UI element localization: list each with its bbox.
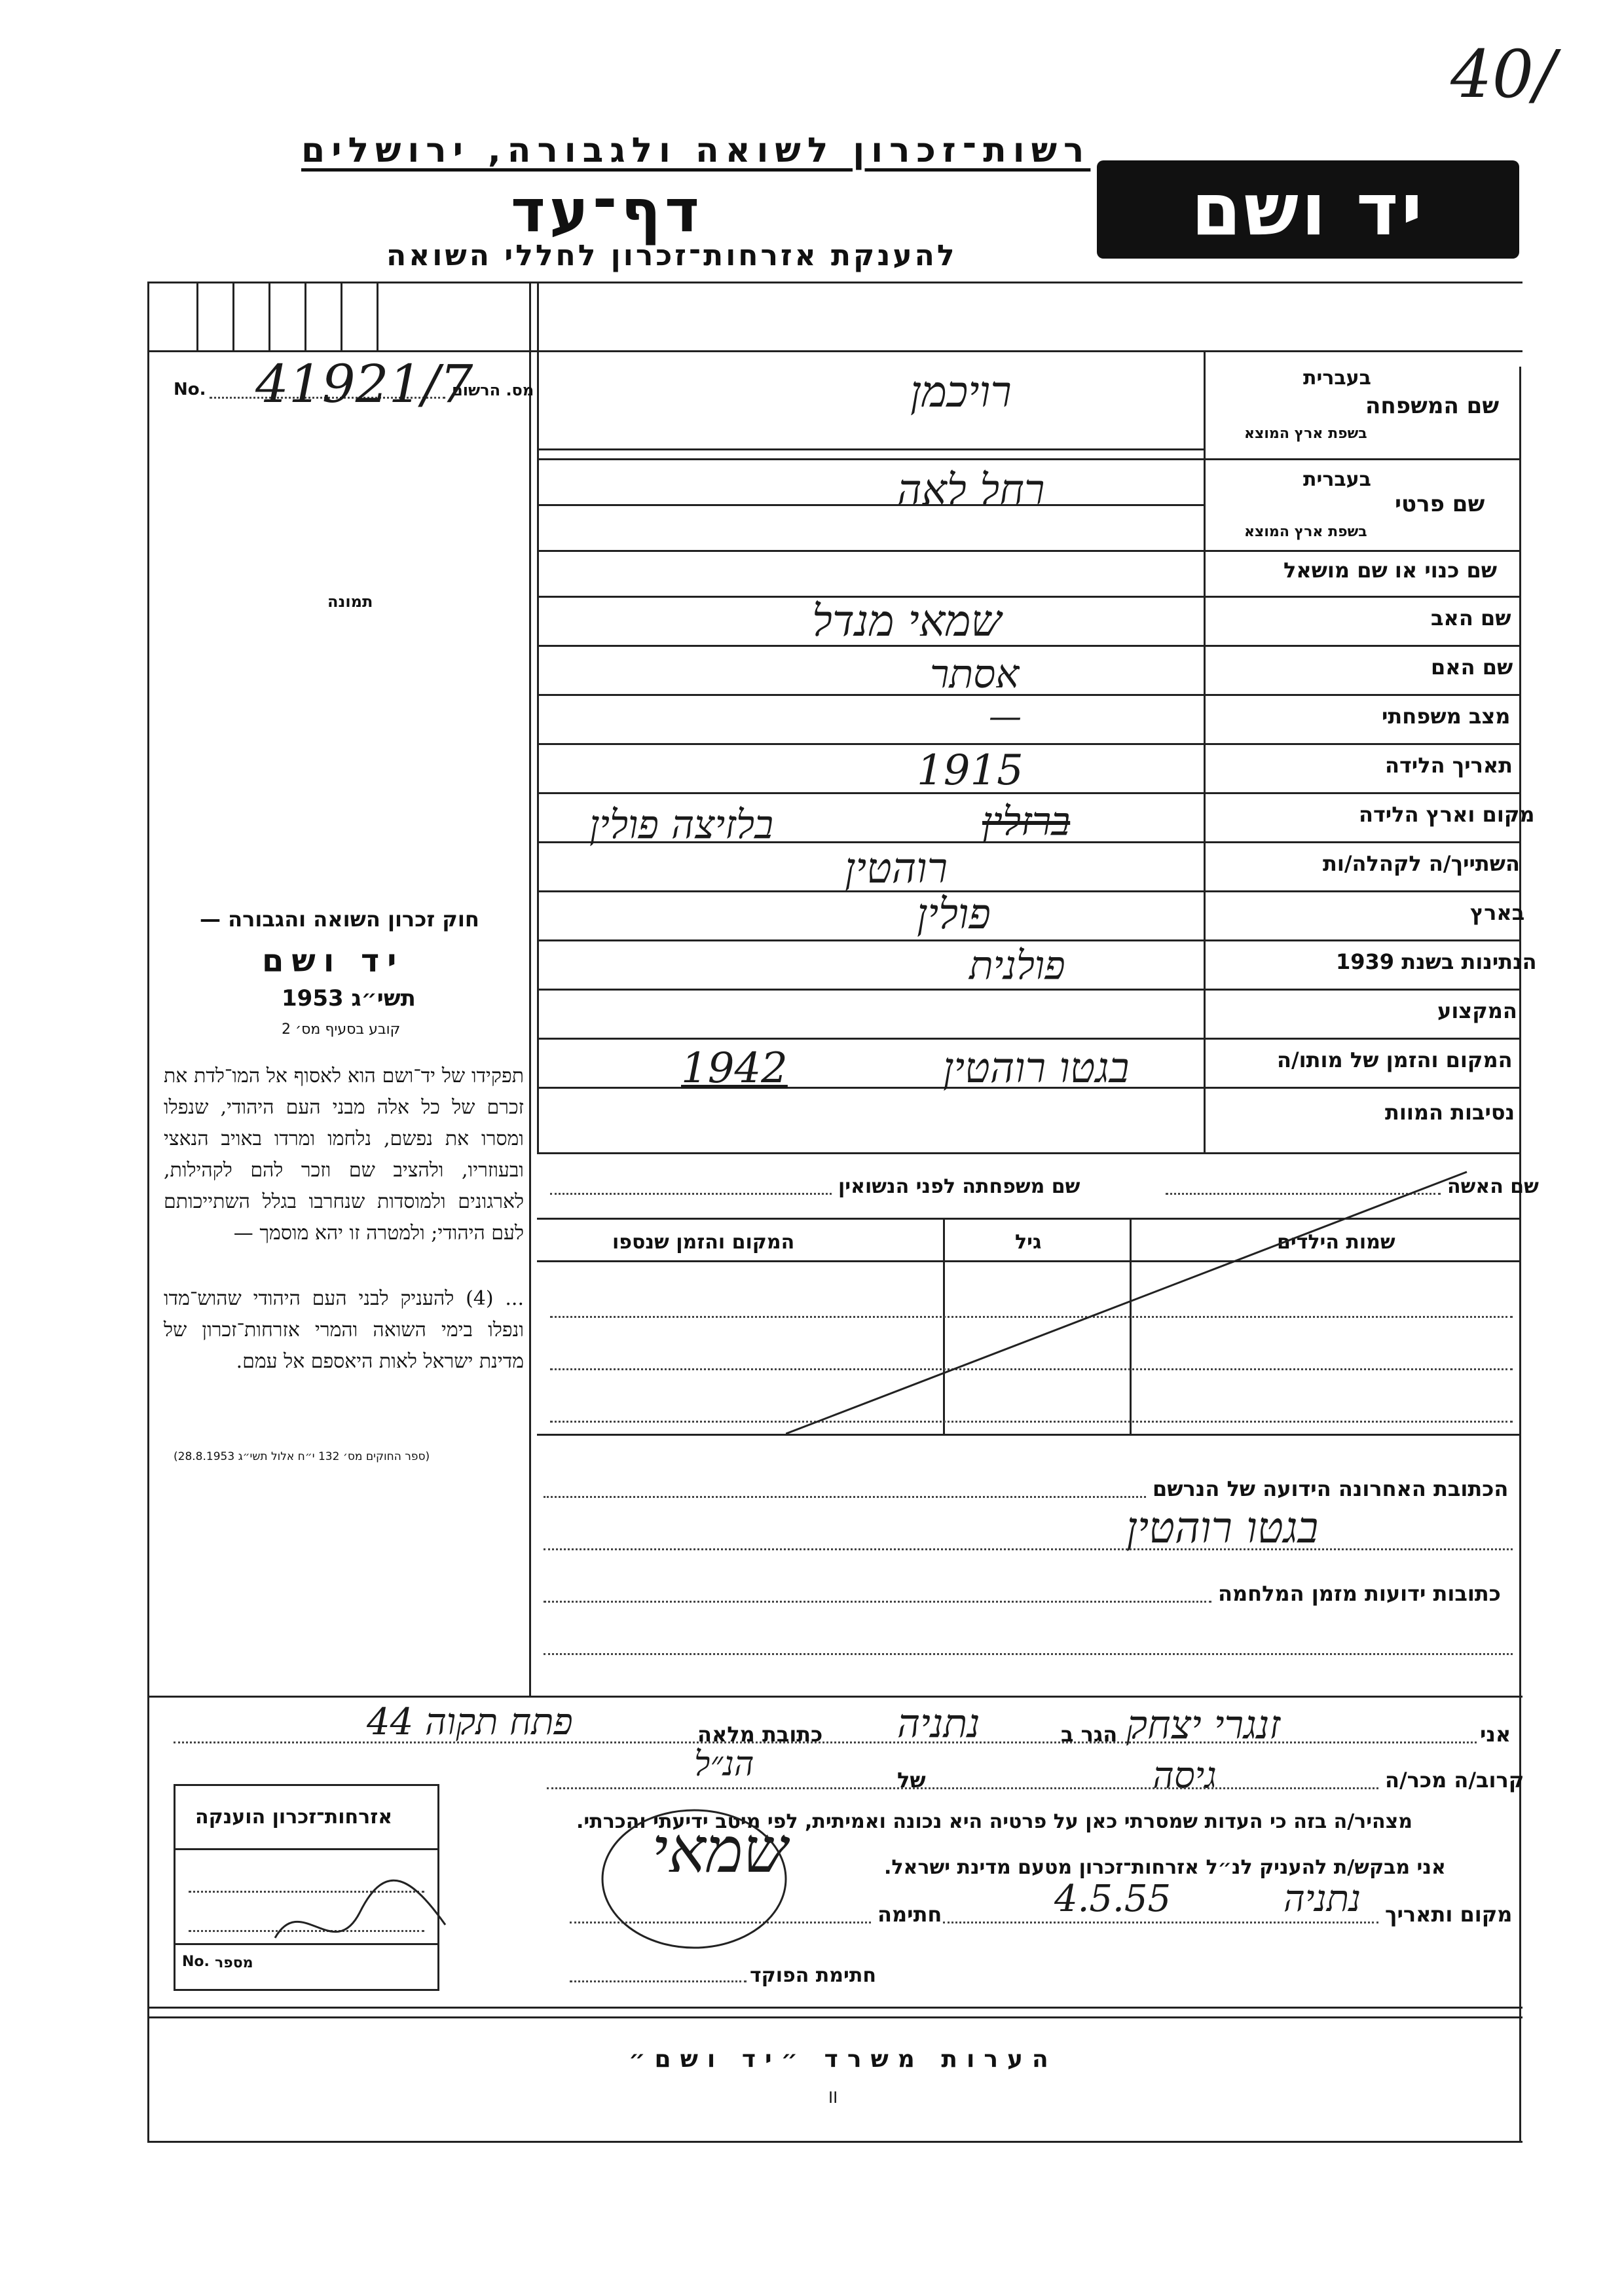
law-name: יד ושם [262, 943, 405, 979]
place-date-label: מקום ותאריך [1385, 1902, 1513, 1927]
grid-divider [341, 282, 342, 350]
row-divider [537, 939, 1519, 941]
origin-lang-label-family: בשפת ארץ המוצא [1244, 426, 1367, 442]
birth-place-label: מקום וארץ הלידה [1359, 802, 1535, 827]
dotted-line [547, 1787, 1378, 1789]
country-label: בארץ [1470, 900, 1525, 925]
officer-signature-label: חתימת הפוקד [750, 1964, 876, 1987]
grid-divider [304, 282, 306, 350]
declaration-statement: מצהיר/ה בזה כי העדות שמסרתי כאן על פרטיה היא נכונה ואמיתית, לפי מיטב ידיעתי והכרתי. [576, 1810, 1412, 1833]
signature-scribble [589, 1800, 812, 1964]
inner-divider [537, 282, 539, 1152]
authority-title: רשות־זכרון לשואה ולגבורה, ירושלים [301, 131, 1091, 170]
row-divider [537, 504, 1205, 506]
yad-vashem-logo [1097, 160, 1519, 259]
relative-value: גיסה [1153, 1755, 1217, 1797]
mother-value: אסתר [930, 651, 1020, 697]
row-divider [537, 694, 1519, 696]
form-top-border [147, 282, 1522, 283]
dotted-line [570, 1980, 747, 1982]
form-bottom-border [147, 2141, 1522, 2143]
citizenship-box-title: אזרחות־זכרון הוענקה [195, 1806, 393, 1829]
law-heading: חוק זכרון השואה והגבורה — [200, 907, 479, 932]
father-label: שם האב [1431, 606, 1511, 630]
strike-through-line [786, 1165, 1473, 1440]
community-value: רוהטין [845, 845, 948, 893]
law-year: תשי״ג 1953 [282, 985, 416, 1011]
first-name-value: רחל לאה [897, 466, 1045, 515]
hebrew-label-family: בעברית [1303, 367, 1371, 390]
origin-lang-label-first: בשפת ארץ המוצא [1244, 524, 1367, 540]
row-divider [537, 550, 1519, 552]
full-address-label: כתובת מלאה [697, 1722, 823, 1747]
marital-label: מצב משפחתי [1382, 704, 1511, 729]
citizenship-value: פולנית [969, 943, 1065, 989]
family-name-value: רויכמן [910, 367, 1012, 417]
mother-label: שם האם [1431, 655, 1513, 680]
col-place-header: המקום והזמן שנספו [612, 1231, 795, 1254]
of-label: של [897, 1768, 926, 1793]
resides-value: נתניה [897, 1701, 980, 1747]
grid-divider [196, 282, 198, 350]
officer-signature-scribble [262, 1866, 458, 1971]
citizenship-number-label-en: No. [182, 1954, 210, 1970]
form-left-border [147, 282, 149, 2141]
maiden-name-label: שם משפחתה לפני הנשואין [838, 1175, 1080, 1198]
birth-place-value: בלזיצה פולין [589, 802, 773, 848]
marital-value: — [989, 697, 1022, 735]
citizenship-number-label: מספר [215, 1955, 253, 1971]
logo-text: יד ושם [1190, 168, 1426, 251]
col-children-header: שמות הילדים [1277, 1231, 1395, 1254]
registration-number: 41921/7 [255, 354, 473, 414]
death-value-place: בגטו רוהטין [943, 1044, 1130, 1093]
last-address-label: הכתובת האחרונה הידועה של הנרשם [1153, 1476, 1509, 1501]
signature-label: חתימה [877, 1902, 942, 1927]
col-age-header: גיל [1015, 1231, 1042, 1254]
dotted-line [174, 1741, 1477, 1743]
dotted-line [544, 1496, 1146, 1498]
death-label: המקום והזמן של מותו/ה [1277, 1048, 1513, 1072]
profession-label: המקצוע [1437, 998, 1517, 1023]
left-column-divider [529, 282, 531, 1696]
citizenship-label: הנתינות בשנת 1939 [1336, 949, 1537, 974]
hebrew-label-first: בעברית [1303, 468, 1371, 491]
law-paragraph-1: תפקידו של יד־ושם הוא לאסוף אל המו־לדת את זכרם של כל אלה מבני העם היהודי, שנפלו ומסרו את נפשם, נלחמו ומרדו באויב הנאצי ובעוזריו, ולהציב שם וזכר להם לקהילות, לארגונים ולמוסדות שנחרבו בגלל השתייכותם לעם היהודי; ולמטרה זו יהא מוסמך — [164, 1065, 524, 1245]
form-title: דף־עד [511, 177, 703, 246]
row-divider [537, 792, 1519, 794]
last-address-value: בגטו רוהטין [1126, 1503, 1319, 1553]
full-address-value: פתח תקוה 44 [367, 1701, 573, 1743]
dotted-line [544, 1601, 1211, 1603]
wartime-address-label: כתובות ידועות מזמן המלחמה [1218, 1581, 1501, 1606]
wife-label: שם האשה [1447, 1175, 1539, 1198]
registration-label: מס. הרשום [452, 381, 534, 399]
photo-label: תמונה [327, 592, 373, 611]
first-name-label: שם פרטי [1395, 491, 1485, 517]
law-paragraph-2: ... (4) להעניק לבני העם היהודי שהוש־מדו ונפלו בימי השואה והמרי אזרחות־זכרון של מדינת ישראל לאות היאספם אל עמם. [164, 1287, 524, 1373]
i-label: אני [1480, 1722, 1511, 1747]
row-divider [537, 1152, 1519, 1154]
date-value: 4.5.55 [1054, 1878, 1172, 1920]
dotted-line [943, 1922, 1378, 1923]
row-divider [537, 1038, 1519, 1040]
birth-place-struck: ברזלין [982, 799, 1071, 845]
place-value: נתניה [1283, 1878, 1361, 1920]
grid-divider [232, 282, 234, 350]
death-circumstances-label: נסיבות המוות [1385, 1100, 1515, 1125]
row-divider [537, 448, 1205, 450]
row-divider [147, 1696, 1522, 1698]
father-value: שמאי מנדל [812, 596, 1002, 646]
row-divider [537, 596, 1519, 598]
page-mark: II [828, 2088, 838, 2107]
grid-divider [377, 282, 378, 350]
form-right-border [1519, 367, 1521, 2141]
office-notes-label: הערות משרד ״יד ושם״ [629, 2046, 1058, 2073]
declaration-request: אני מבקש/ת להעניק לנ״ל אזרחות־זכרון מטעם מדינת ישראל. [884, 1856, 1446, 1879]
relative-label: קרוב/ה מכר/ה [1385, 1768, 1524, 1793]
dotted-line [544, 1653, 1513, 1655]
row-divider [537, 645, 1519, 647]
country-value: פולין [917, 890, 991, 939]
registration-label-en: No. [174, 380, 206, 399]
law-source: (ספר החוקים מס׳ 132 י״ח אלול תשי״ג 28.8.1953) [174, 1450, 430, 1463]
row-divider [537, 743, 1519, 745]
row-divider [537, 458, 1519, 460]
nickname-label: שם כנוי או שם מושאל [1283, 558, 1498, 583]
signature-value: שמאי [652, 1813, 788, 1887]
birth-date-label: תאריך הלידה [1385, 753, 1513, 778]
dotted-line [544, 1548, 1513, 1550]
community-label: השתייך/ה לקהלה/ות [1323, 851, 1521, 876]
row-divider [537, 890, 1519, 892]
label-column-divider [1204, 350, 1206, 1152]
row-divider [147, 2007, 1522, 2009]
death-value-year: 1942 [681, 1044, 788, 1093]
i-value: זנגרי יצחק [1126, 1702, 1281, 1748]
row-divider [537, 989, 1519, 991]
family-name-label: שם המשפחה [1365, 393, 1500, 419]
corner-mark: 40/ [1450, 36, 1556, 113]
birth-date-value: 1915 [917, 746, 1024, 795]
law-clause-ref: קובע בסעיף מס׳ 2 [282, 1021, 401, 1038]
of-value: הנ״ל [694, 1745, 754, 1784]
form-subtitle: להענקת אזרחות־זכרון לחללי השואה [386, 239, 957, 272]
row-divider [147, 2016, 1522, 2018]
grid-divider [268, 282, 270, 350]
grid-row-divider [147, 350, 1522, 352]
resides-label: הגר ב [1061, 1722, 1118, 1747]
row-divider [175, 1848, 437, 1850]
